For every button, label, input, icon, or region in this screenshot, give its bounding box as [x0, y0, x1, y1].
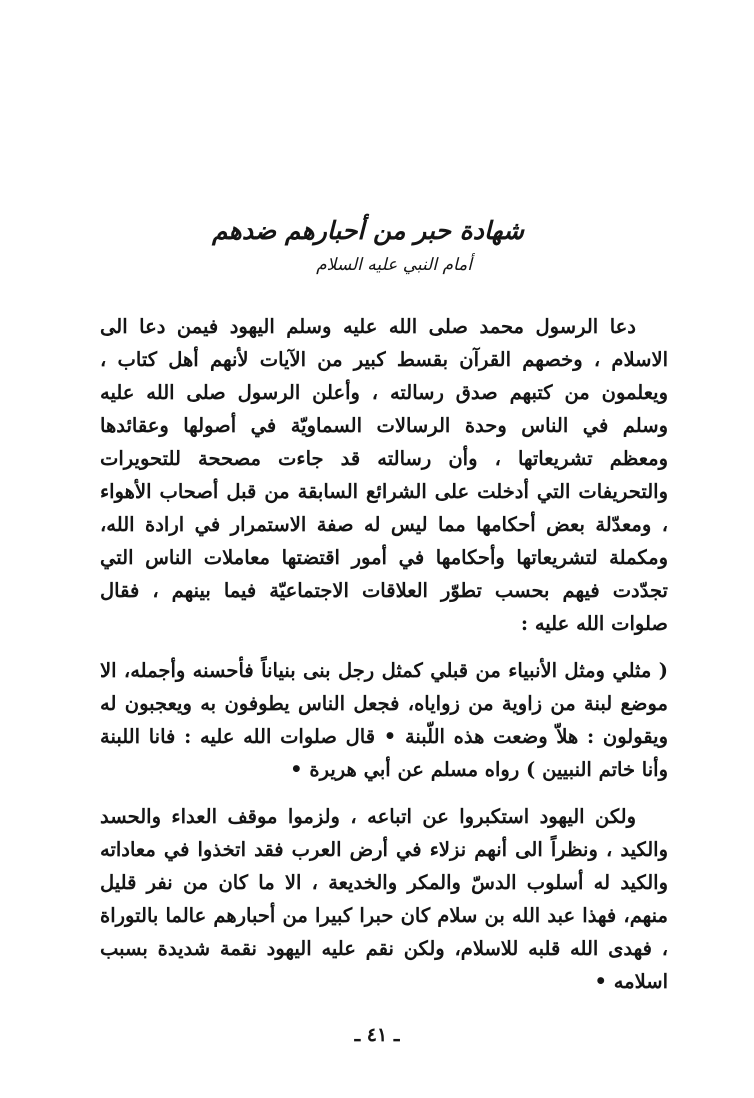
body-text — [100, 310, 668, 998]
paragraph-intro: دعا الرسول محمد صلى الله عليه وسلم اليهود فيمن دعا الى الاسلام ، وخصهم القرآن بقسط كبير من الآيات لأنهم أهل كتاب ، ويعلمون من كتبهم صدق رسالته ، وأعلن الرسول صلى الله عليه وسلم في الناس وحدة الرسالات السماويّة في أصولها وعقائدها ومعظم تشريعاتها ، وأن رسالته قد جاءت مصححة للتحويرات والتحريفات التي أدخلت على الشرائع السابقة من قبل أصحاب الأهواء ، ومعدّلة بعض أحكامها مما ليس له صفة الاستمرار في ارادة الله، ومكملة لتشريعاتها وأحكامها في أمور اقتضتها معاملات الناس التي تجدّدت فيهم بحسب تطوّر العلاقات الاجتماعيّة فيما بينهم ، فقال صلوات الله عليه : — [100, 315, 668, 635]
chapter-subtitle: أمام النبي عليه السلام — [316, 255, 472, 275]
chapter-heading — [212, 210, 524, 278]
chapter-title: شهادة حبر من أحبارهم ضدهم — [212, 216, 524, 245]
page-number: ـ ٤١ ـ — [354, 1024, 400, 1046]
paragraph-jews-response: ولكن اليهود استكبروا عن اتباعه ، ولزموا موقف العداء والحسد والكيد ، ونظراً الى أنهم نزلاء في أرض العرب فقد اتخذوا في معاداته والكيد له أسلوب الدسّ والمكر والخديعة ، الا ما كان من نفر قليل منهم، فهذا عبد الله بن سلام كان حبرا كبيرا من أحبارهم عالما بالتوراة ، فهدى الله قلبه للاسلام، ولكن نقم عليه اليهود نقمة شديدة بسبب اسلامه • — [100, 805, 668, 993]
paragraph-hadith-quote: ( مثلي ومثل الأنبياء من قبلي كمثل رجل بنى بنياناً فأحسنه وأجمله، الا موضع لبنة من زاوية من زواياه، فجعل الناس يطوفون به ويعجبون له ويقولون : هلاّ وضعت هذه اللّبنة • قال صلوات الله عليه : فانا اللبنة وأنا خاتم النبيين ) رواه مسلم عن أبي هريرة • — [100, 659, 668, 781]
